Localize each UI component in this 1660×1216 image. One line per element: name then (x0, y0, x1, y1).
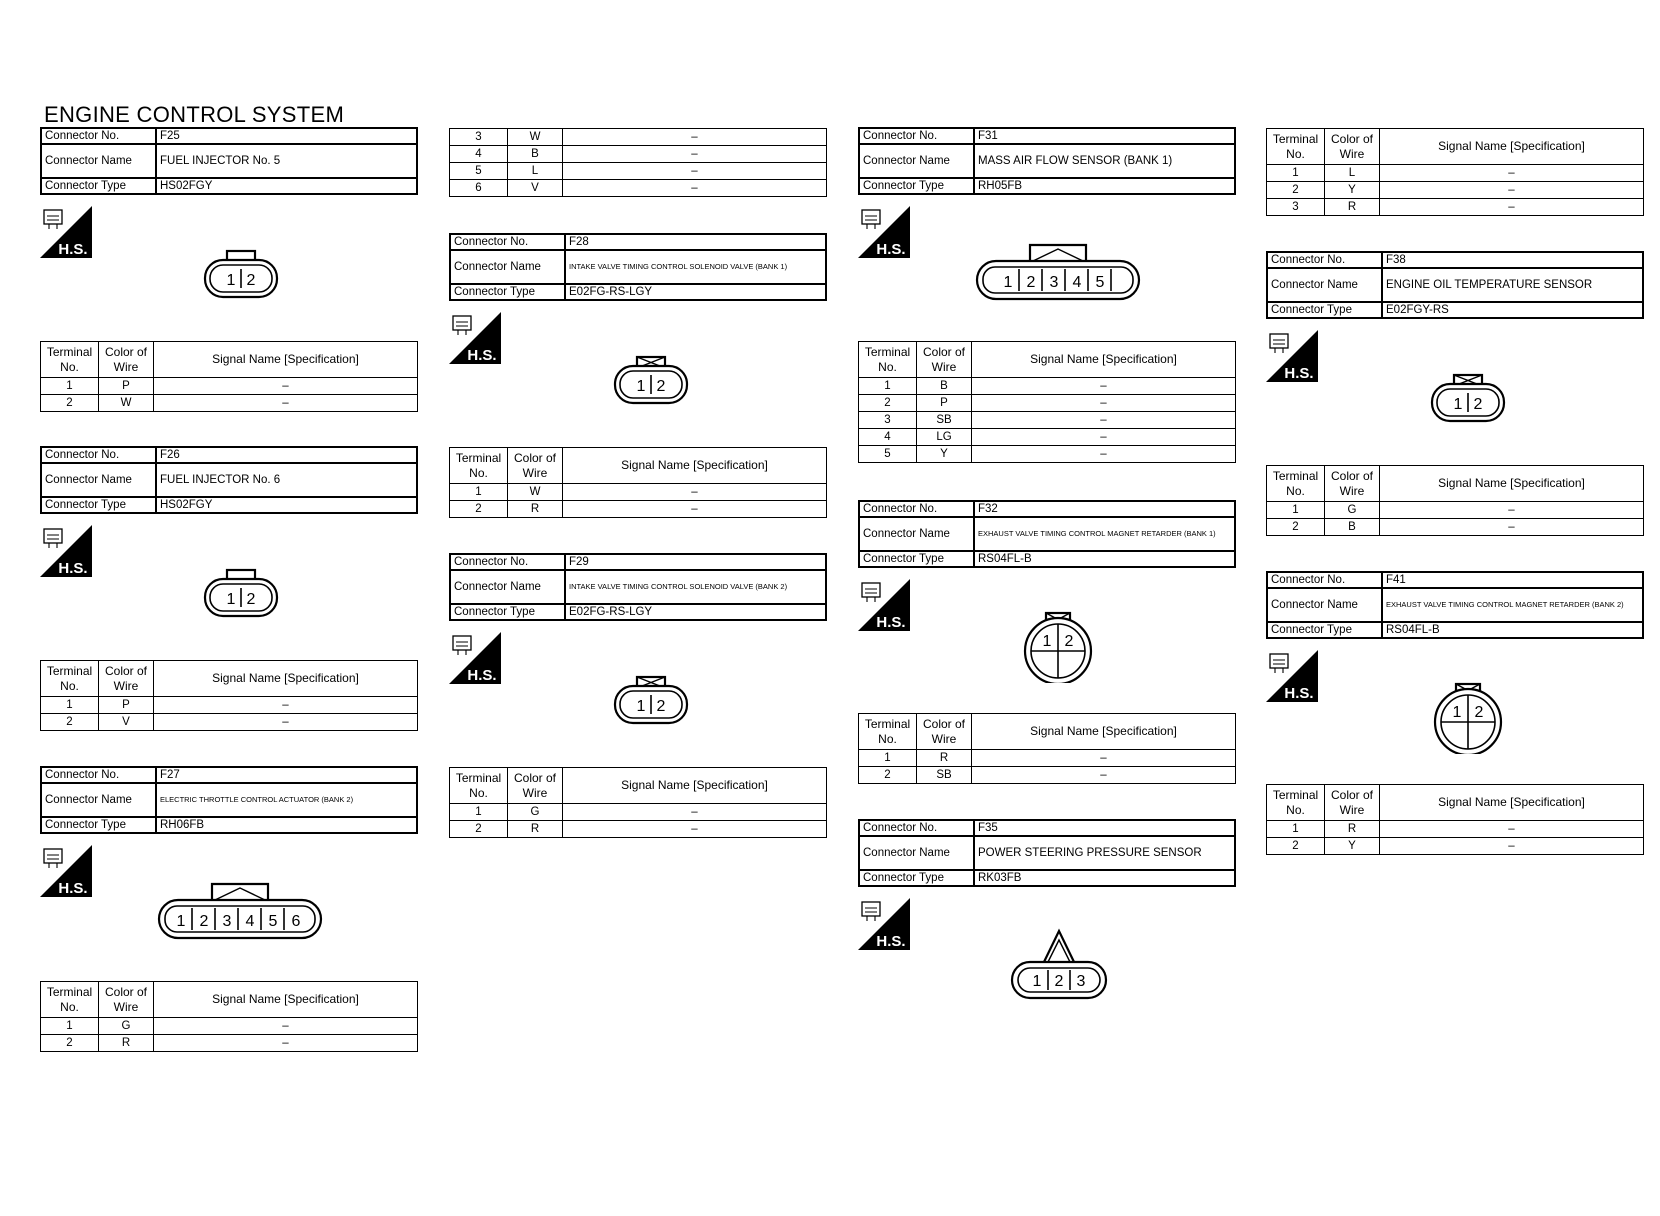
terminal-cell: 4 (859, 429, 917, 446)
label-connector-type: Connector Type (1267, 622, 1382, 638)
header-signal-name: Signal Name [Specification] (1380, 129, 1644, 165)
header-color-of-wire: Color of Wire (99, 661, 154, 697)
page-title: ENGINE CONTROL SYSTEM (44, 102, 345, 127)
terminal-cell: 2 (41, 714, 99, 731)
color-cell: P (917, 395, 972, 412)
connector-header-f32 (858, 500, 1236, 568)
header-terminal-no: Terminal No. (1267, 785, 1325, 821)
label-connector-type: Connector Type (41, 178, 156, 194)
table-row (41, 1018, 418, 1035)
header-color-of-wire: Color of Wire (1325, 129, 1380, 165)
signal-cell: – (154, 714, 418, 731)
table-row (450, 163, 827, 180)
pin-label: 1 (1452, 704, 1462, 721)
terminal-cell: 1 (859, 750, 917, 767)
connector-no-value: F29 (565, 554, 826, 570)
connector-type-value: RS04FL-B (1382, 622, 1643, 638)
terminal-cell: 2 (41, 395, 99, 412)
pin-label: 5 (1095, 274, 1105, 291)
header-color-of-wire: Color of Wire (508, 768, 563, 804)
table-row (450, 180, 827, 197)
terminal-cell: 1 (859, 378, 917, 395)
terminal-cell: 1 (450, 484, 508, 501)
connector-no-value: F27 (156, 767, 417, 783)
signal-cell: – (563, 180, 827, 197)
label-connector-type: Connector Type (859, 551, 974, 567)
terminal-cell: 2 (859, 395, 917, 412)
harness-side-icon (40, 206, 92, 258)
label-connector-type: Connector Type (41, 817, 156, 833)
label-connector-type: Connector Type (450, 284, 565, 300)
hs-badge-label: H.S. (876, 933, 906, 950)
connector-face-f35 (1010, 928, 1108, 1005)
signal-cell: – (1380, 199, 1644, 216)
hs-badge-label: H.S. (876, 614, 906, 631)
table-row (1267, 519, 1644, 536)
connector-name-value: FUEL INJECTOR No. 5 (156, 144, 417, 178)
harness-side-icon (858, 579, 910, 631)
connector-no-value: F25 (156, 128, 417, 144)
connector-type-value: HS02FGY (156, 497, 417, 513)
connector-name-value: MASS AIR FLOW SENSOR (BANK 1) (974, 144, 1235, 178)
color-cell: R (508, 821, 563, 838)
header-signal-name: Signal Name [Specification] (1380, 466, 1644, 502)
signal-cell: – (972, 767, 1236, 784)
pin-label: 2 (1054, 973, 1064, 990)
table-row (859, 395, 1236, 412)
connector-face-f32 (1021, 611, 1095, 688)
connector-type-value: HS02FGY (156, 178, 417, 194)
table-row (859, 412, 1236, 429)
header-terminal-no: Terminal No. (41, 661, 99, 697)
color-cell: W (508, 484, 563, 501)
header-signal-name: Signal Name [Specification] (972, 714, 1236, 750)
color-cell: G (508, 804, 563, 821)
signal-cell: – (563, 501, 827, 518)
pin-label: 2 (1026, 274, 1036, 291)
header-color-of-wire: Color of Wire (1325, 785, 1380, 821)
connector-no-value: F32 (974, 501, 1235, 517)
signal-cell: – (563, 804, 827, 821)
color-cell: Y (1325, 182, 1380, 199)
label-connector-name: Connector Name (1267, 268, 1382, 302)
header-color-of-wire: Color of Wire (99, 342, 154, 378)
terminal-cell: 2 (41, 1035, 99, 1052)
signal-cell: – (1380, 519, 1644, 536)
label-connector-no: Connector No. (859, 128, 974, 144)
hs-badge-label: H.S. (58, 880, 88, 897)
header-color-of-wire: Color of Wire (917, 342, 972, 378)
table-row (1267, 838, 1644, 855)
terminal-cell: 5 (859, 446, 917, 463)
connector-header-f28 (449, 233, 827, 301)
header-color-of-wire: Color of Wire (508, 448, 563, 484)
pin-label: 1 (636, 378, 646, 395)
connector-name-value: ENGINE OIL TEMPERATURE SENSOR (1382, 268, 1643, 302)
terminal-table-f31 (858, 341, 1236, 463)
header-color-of-wire: Color of Wire (99, 982, 154, 1018)
pin-label: 2 (1064, 633, 1074, 650)
signal-cell: – (154, 378, 418, 395)
color-cell: R (1325, 199, 1380, 216)
signal-cell: – (1380, 182, 1644, 199)
label-connector-name: Connector Name (450, 570, 565, 604)
color-cell: V (508, 180, 563, 197)
table-row (41, 378, 418, 395)
terminal-table-f35 (1266, 128, 1644, 216)
connector-type-value: E02FGY-RS (1382, 302, 1643, 318)
signal-cell: – (154, 1018, 418, 1035)
pin-label: 2 (246, 591, 256, 608)
header-signal-name: Signal Name [Specification] (154, 982, 418, 1018)
color-cell: P (99, 378, 154, 395)
table-row (41, 395, 418, 412)
terminal-cell: 3 (1267, 199, 1325, 216)
color-cell: P (99, 697, 154, 714)
table-row (450, 129, 827, 146)
signal-cell: – (563, 484, 827, 501)
label-connector-name: Connector Name (41, 463, 156, 497)
pin-label: 3 (222, 913, 232, 930)
label-connector-type: Connector Type (450, 604, 565, 620)
color-cell: B (1325, 519, 1380, 536)
connector-face-f29 (613, 675, 689, 730)
color-cell: LG (917, 429, 972, 446)
table-row (859, 378, 1236, 395)
table-row (1267, 165, 1644, 182)
terminal-cell: 5 (450, 163, 508, 180)
header-color-of-wire: Color of Wire (1325, 466, 1380, 502)
header-signal-name: Signal Name [Specification] (1380, 785, 1644, 821)
pin-label: 4 (245, 913, 255, 930)
color-cell: R (508, 501, 563, 518)
terminal-cell: 1 (1267, 165, 1325, 182)
label-connector-type: Connector Type (1267, 302, 1382, 318)
header-terminal-no: Terminal No. (41, 982, 99, 1018)
pin-label: 1 (1453, 396, 1463, 413)
signal-cell: – (1380, 165, 1644, 182)
terminal-cell: 6 (450, 180, 508, 197)
table-row (1267, 199, 1644, 216)
terminal-table-f32 (858, 713, 1236, 784)
signal-cell: – (972, 750, 1236, 767)
header-signal-name: Signal Name [Specification] (154, 661, 418, 697)
harness-side-icon (40, 525, 92, 577)
terminal-cell: 2 (859, 767, 917, 784)
header-terminal-no: Terminal No. (859, 714, 917, 750)
connector-header-f38 (1266, 251, 1644, 319)
terminal-cell: 2 (1267, 519, 1325, 536)
color-cell: G (1325, 502, 1380, 519)
terminal-cell: 3 (859, 412, 917, 429)
signal-cell: – (563, 129, 827, 146)
table-row (41, 1035, 418, 1052)
table-row (41, 714, 418, 731)
table-row (450, 146, 827, 163)
label-connector-type: Connector Type (41, 497, 156, 513)
table-row (859, 429, 1236, 446)
connector-name-value: FUEL INJECTOR No. 6 (156, 463, 417, 497)
color-cell: W (99, 395, 154, 412)
label-connector-name: Connector Name (41, 783, 156, 817)
harness-side-icon (1266, 650, 1318, 702)
label-connector-no: Connector No. (450, 554, 565, 570)
table-row (1267, 821, 1644, 838)
color-cell: Y (1325, 838, 1380, 855)
table-row (450, 821, 827, 838)
header-terminal-no: Terminal No. (1267, 129, 1325, 165)
pin-label: 3 (1049, 274, 1059, 291)
pin-label: 1 (176, 913, 186, 930)
label-connector-name: Connector Name (41, 144, 156, 178)
table-row (1267, 502, 1644, 519)
signal-cell: – (1380, 838, 1644, 855)
label-connector-no: Connector No. (41, 767, 156, 783)
connector-header-f26 (40, 446, 418, 514)
header-signal-name: Signal Name [Specification] (972, 342, 1236, 378)
connector-face-f31 (975, 241, 1141, 306)
connector-no-value: F38 (1382, 252, 1643, 268)
connector-no-value: F28 (565, 234, 826, 250)
terminal-cell: 2 (1267, 182, 1325, 199)
terminal-cell: 3 (450, 129, 508, 146)
terminal-table-f27 (40, 981, 418, 1052)
label-connector-no: Connector No. (859, 820, 974, 836)
pin-label: 2 (199, 913, 209, 930)
pin-label: 2 (656, 378, 666, 395)
pin-label: 1 (1042, 633, 1052, 650)
header-color-of-wire: Color of Wire (917, 714, 972, 750)
header-terminal-no: Terminal No. (1267, 466, 1325, 502)
label-connector-name: Connector Name (1267, 588, 1382, 622)
color-cell: R (1325, 821, 1380, 838)
table-row (41, 697, 418, 714)
label-connector-type: Connector Type (859, 870, 974, 886)
color-cell: B (508, 146, 563, 163)
hs-badge-label: H.S. (467, 667, 497, 684)
hs-badge-label: H.S. (467, 347, 497, 364)
connector-face-f38 (1430, 373, 1506, 428)
color-cell: SB (917, 412, 972, 429)
pin-label: 2 (246, 272, 256, 289)
header-terminal-no: Terminal No. (41, 342, 99, 378)
terminal-cell: 1 (41, 378, 99, 395)
connector-name-value: ELECTRIC THROTTLE CONTROL ACTUATOR (BANK 2) (156, 783, 417, 817)
hs-badge-label: H.S. (58, 241, 88, 258)
signal-cell: – (154, 1035, 418, 1052)
harness-side-icon (858, 898, 910, 950)
pin-label: 1 (226, 591, 236, 608)
label-connector-no: Connector No. (41, 128, 156, 144)
signal-cell: – (154, 697, 418, 714)
connector-type-value: RK03FB (974, 870, 1235, 886)
pin-label: 6 (291, 913, 301, 930)
color-cell: R (917, 750, 972, 767)
color-cell: G (99, 1018, 154, 1035)
label-connector-name: Connector Name (859, 144, 974, 178)
label-connector-type: Connector Type (859, 178, 974, 194)
harness-side-icon (449, 312, 501, 364)
connector-header-f25 (40, 127, 418, 195)
signal-cell: – (563, 146, 827, 163)
terminal-table-f26 (40, 660, 418, 731)
connector-name-value: POWER STEERING PRESSURE SENSOR (974, 836, 1235, 870)
signal-cell: – (1380, 821, 1644, 838)
terminal-cell: 1 (41, 697, 99, 714)
connector-header-f29 (449, 553, 827, 621)
label-connector-name: Connector Name (450, 250, 565, 284)
signal-cell: – (972, 412, 1236, 429)
label-connector-no: Connector No. (1267, 252, 1382, 268)
table-row (859, 446, 1236, 463)
connector-name-value: INTAKE VALVE TIMING CONTROL SOLENOID VALVE (BANK 2) (565, 570, 826, 604)
harness-side-icon (1266, 330, 1318, 382)
terminal-table-f28 (449, 447, 827, 518)
connector-type-value: RH06FB (156, 817, 417, 833)
hs-badge-label: H.S. (1284, 365, 1314, 382)
connector-header-f27 (40, 766, 418, 834)
connector-header-f31 (858, 127, 1236, 195)
connector-no-value: F35 (974, 820, 1235, 836)
pin-label: 2 (656, 698, 666, 715)
connector-no-value: F41 (1382, 572, 1643, 588)
table-row (1267, 182, 1644, 199)
harness-side-icon (449, 632, 501, 684)
color-cell: V (99, 714, 154, 731)
terminal-cell: 1 (450, 804, 508, 821)
table-row (450, 484, 827, 501)
hs-badge-label: H.S. (58, 560, 88, 577)
signal-cell: – (972, 446, 1236, 463)
color-cell: Y (917, 446, 972, 463)
connector-type-value: RS04FL-B (974, 551, 1235, 567)
pin-label: 2 (1473, 396, 1483, 413)
signal-cell: – (563, 821, 827, 838)
terminal-table-continuation (449, 128, 827, 197)
connector-name-value: EXHAUST VALVE TIMING CONTROL MAGNET RETARDER (BANK 1) (974, 517, 1235, 551)
connector-name-value: EXHAUST VALVE TIMING CONTROL MAGNET RETARDER (BANK 2) (1382, 588, 1643, 622)
header-terminal-no: Terminal No. (859, 342, 917, 378)
signal-cell: – (154, 395, 418, 412)
connector-type-value: E02FG-RS-LGY (565, 604, 826, 620)
table-row (450, 804, 827, 821)
label-connector-name: Connector Name (859, 836, 974, 870)
color-cell: L (508, 163, 563, 180)
harness-side-icon (858, 206, 910, 258)
color-cell: SB (917, 767, 972, 784)
connector-face-f28 (613, 355, 689, 410)
signal-cell: – (972, 429, 1236, 446)
header-terminal-no: Terminal No. (450, 448, 508, 484)
connector-face-f41 (1431, 682, 1505, 759)
connector-no-value: F26 (156, 447, 417, 463)
header-terminal-no: Terminal No. (450, 768, 508, 804)
terminal-cell: 1 (1267, 502, 1325, 519)
harness-side-icon (40, 845, 92, 897)
terminal-cell: 2 (1267, 838, 1325, 855)
label-connector-no: Connector No. (859, 501, 974, 517)
terminal-cell: 4 (450, 146, 508, 163)
color-cell: B (917, 378, 972, 395)
signal-cell: – (563, 163, 827, 180)
header-signal-name: Signal Name [Specification] (563, 448, 827, 484)
label-connector-no: Connector No. (1267, 572, 1382, 588)
color-cell: L (1325, 165, 1380, 182)
terminal-cell: 1 (1267, 821, 1325, 838)
signal-cell: – (972, 395, 1236, 412)
color-cell: R (99, 1035, 154, 1052)
connector-header-f41 (1266, 571, 1644, 639)
terminal-table-f25 (40, 341, 418, 412)
pin-label: 4 (1072, 274, 1082, 291)
connector-face-f25 (203, 249, 279, 304)
hs-badge-label: H.S. (1284, 685, 1314, 702)
table-row (450, 501, 827, 518)
terminal-cell: 1 (41, 1018, 99, 1035)
pin-label: 3 (1076, 973, 1086, 990)
connector-header-f35 (858, 819, 1236, 887)
pin-label: 2 (1474, 704, 1484, 721)
header-signal-name: Signal Name [Specification] (563, 768, 827, 804)
label-connector-no: Connector No. (450, 234, 565, 250)
connector-face-f26 (203, 568, 279, 623)
label-connector-no: Connector No. (41, 447, 156, 463)
table-row (859, 750, 1236, 767)
color-cell: W (508, 129, 563, 146)
terminal-cell: 2 (450, 501, 508, 518)
pin-label: 1 (1003, 274, 1013, 291)
connector-type-value: RH05FB (974, 178, 1235, 194)
pin-label: 1 (226, 272, 236, 289)
terminal-table-f41 (1266, 784, 1644, 855)
connector-name-value: INTAKE VALVE TIMING CONTROL SOLENOID VALVE (BANK 1) (565, 250, 826, 284)
pin-label: 1 (1032, 973, 1042, 990)
header-signal-name: Signal Name [Specification] (154, 342, 418, 378)
connector-no-value: F31 (974, 128, 1235, 144)
pin-label: 5 (268, 913, 278, 930)
signal-cell: – (1380, 502, 1644, 519)
connector-face-f27 (157, 880, 323, 945)
signal-cell: – (972, 378, 1236, 395)
terminal-table-f38 (1266, 465, 1644, 536)
connector-type-value: E02FG-RS-LGY (565, 284, 826, 300)
terminal-cell: 2 (450, 821, 508, 838)
hs-badge-label: H.S. (876, 241, 906, 258)
pin-label: 1 (636, 698, 646, 715)
label-connector-name: Connector Name (859, 517, 974, 551)
table-row (859, 767, 1236, 784)
terminal-table-f29 (449, 767, 827, 838)
